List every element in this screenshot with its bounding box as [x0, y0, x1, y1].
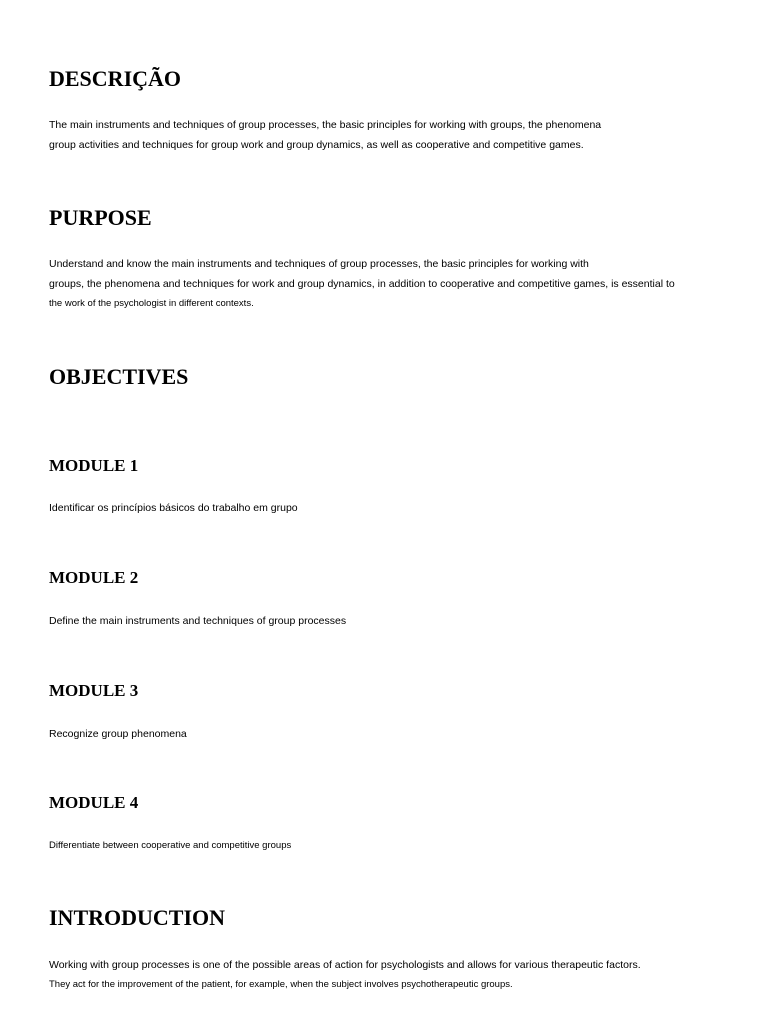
heading-objectives: OBJECTIVES [49, 364, 189, 389]
introduction-paragraph [49, 955, 641, 995]
heading-purpose: PURPOSE [49, 205, 152, 230]
heading-introduction: INTRODUCTION [49, 905, 226, 930]
purpose-line-1: Understand and know the main instruments and techniques of group processes, the basic principles for working with [49, 258, 589, 270]
purpose-paragraph [49, 254, 675, 314]
introduction-line-2: They act for the improvement of the patient, for example, when the subject involves psychotherapeutic groups. [49, 979, 513, 990]
heading-descricao: DESCRIÇÃO [49, 66, 182, 91]
purpose-line-3: the work of the psychologist in different contexts. [49, 298, 254, 309]
heading-module-2: MODULE 2 [49, 568, 139, 587]
descricao-line-1: The main instruments and techniques of group processes, the basic principles for working with groups, the phenomena [49, 119, 602, 131]
purpose-line-2: groups, the phenomena and techniques for work and group dynamics, in addition to cooperative and competitive games, is essential to [49, 278, 675, 290]
heading-module-1: MODULE 1 [49, 456, 139, 475]
module-2-text: Define the main instruments and techniques of group processes [49, 615, 347, 627]
module-4-text: Differentiate between cooperative and competitive groups [49, 840, 292, 851]
heading-module-3: MODULE 3 [49, 681, 139, 700]
module-1-text: Identificar os princípios básicos do trabalho em grupo [49, 502, 298, 514]
descricao-line-2: group activities and techniques for group work and group dynamics, as well as cooperative and competitive games. [49, 139, 584, 151]
introduction-line-1: Working with group processes is one of the possible areas of action for psychologists and allows for various therapeutic factors. [49, 959, 641, 971]
module-3-text: Recognize group phenomena [49, 728, 187, 740]
descricao-paragraph [49, 115, 601, 155]
heading-module-4: MODULE 4 [49, 793, 139, 812]
